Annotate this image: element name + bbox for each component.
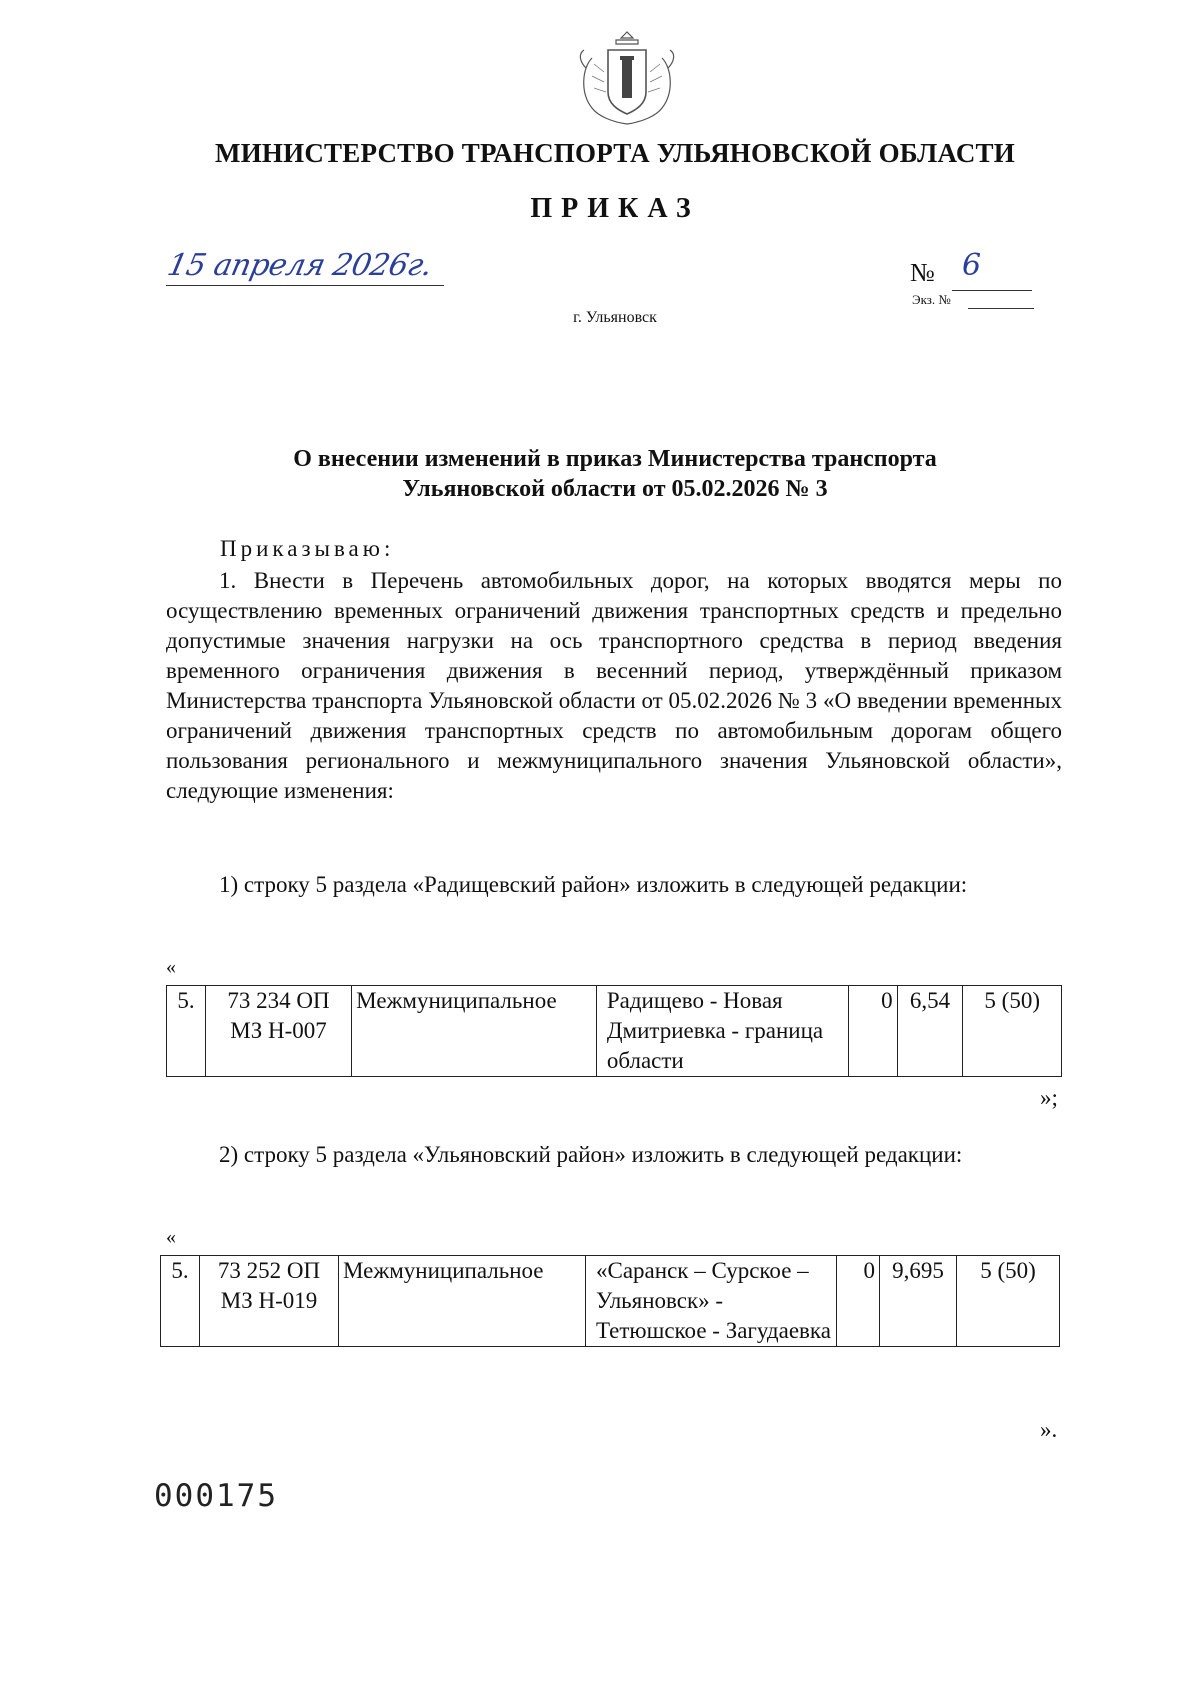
cell-axle-load: 5 (50) [963, 986, 1062, 1077]
cell-route: Радищево - Новая Дмитриевка - граница области [596, 986, 848, 1077]
date-underline [166, 285, 444, 286]
title-line-1: О внесении изменений в приказ Министерства транспорта [293, 446, 937, 472]
item-2: 2) строку 5 раздела «Ульяновский район» изложить в следующей редакции: [219, 1142, 963, 1167]
cell-significance: Межмуниципальное [339, 1256, 586, 1347]
cell-significance: Межмуниципальное [352, 986, 597, 1077]
table-row [167, 986, 1062, 1077]
cell-road-code: 73 252 ОП МЗ Н-019 [200, 1256, 339, 1347]
cell-end-km: 6,54 [897, 986, 963, 1077]
cell-start-km: 0 [848, 986, 897, 1077]
document-title [0, 444, 1200, 504]
quote-close-2: ». [1040, 1417, 1058, 1442]
cell-route: «Саранск – Сурское – Ульяновск» - Тетюшское - Загудаевка [586, 1256, 837, 1347]
title-line-2: Ульяновской области от 05.02.2026 № 3 [402, 476, 828, 502]
number-label: № [910, 258, 935, 287]
item-1: 1) строку 5 раздела «Радищевский район» изложить в следующей редакции: [219, 872, 968, 897]
order-word: Приказываю: [220, 536, 395, 561]
serial-number: 000175 [154, 1478, 278, 1514]
road-table-1 [166, 985, 1062, 1077]
document-type: ПРИКАЗ [530, 193, 700, 224]
handwritten-date: 15 апреля 2026г. [164, 248, 436, 283]
cell-road-code: 73 234 ОП МЗ Н-007 [205, 986, 351, 1077]
number-underline [952, 290, 1032, 291]
quote-close-1: »; [1040, 1085, 1058, 1110]
city: г. Ульяновск [573, 309, 657, 326]
copy-number-label: Экз. № [912, 292, 951, 307]
ministry-name: МИНИСТЕРСТВО ТРАНСПОРТА УЛЬЯНОВСКОЙ ОБЛАСТИ [215, 138, 1015, 168]
paragraph-1: 1. Внести в Перечень автомобильных дорог, на которых вводятся меры по осуществлению временных ограничений движения транспортных средств и предельно допустимые значения нагрузки на ось транспортного средства в период введения временного ограничения движения в весенний период, утверждённый приказом Министерства транспорта Ульяновской области от 05.02.2026 № 3 «О введении временных ограничений движения транспортных средств по автомобильным дорогам общего пользования регионального и межмуниципального значения Ульяновской области», следующие изменения: [166, 568, 1062, 803]
table-row [161, 1256, 1060, 1347]
cell-start-km: 0 [837, 1256, 880, 1347]
cell-end-km: 9,695 [880, 1256, 957, 1347]
quote-open-2: « [166, 1226, 176, 1248]
coat-of-arms-icon [572, 28, 682, 128]
quote-open-1: « [166, 956, 176, 978]
road-table-2 [160, 1255, 1060, 1347]
cell-number: 5. [161, 1256, 200, 1347]
cell-number: 5. [167, 986, 206, 1077]
cell-axle-load: 5 (50) [957, 1256, 1060, 1347]
order-number: 6 [962, 248, 982, 283]
